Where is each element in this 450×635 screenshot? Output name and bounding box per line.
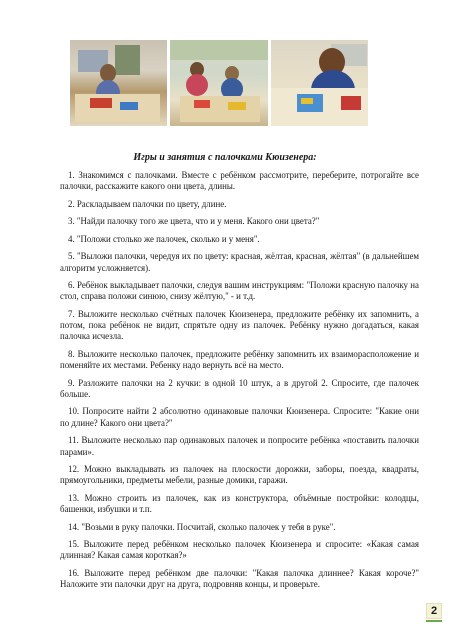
list-item: 14. "Возьми в руку палочки. Посчитай, сколько палочек у тебя в руке". [68,521,336,532]
list-item: 1. Знакомимся с палочками. Вместе с ребёнком рассмотрите, переберите, потрогайте все палочки, расскажите какого они цвета, длины. [60,170,419,192]
list-item: 16. Выложите перед ребёнком две палочки: "Какая палочка длиннее? Какая короче?" Наложите эти палочки друг на друга, подровняв концы, и проверьте. [60,567,419,590]
list-item: 9. Разложите палочки на 2 кучки: в одной 10 штук, а в другой 2. Спросите, где палочек больше. [60,377,419,399]
page-heading: Игры и занятия с палочками Кюизенера: [133,152,317,163]
photo-children-at-table-1 [70,40,167,126]
list-item: 11. Выложите несколько пар одинаковых палочек и попросите ребёнка «поставить палочки парами». [60,435,419,457]
games-list [60,170,419,597]
photo-children-at-table-2 [170,40,267,126]
list-item: 10. Попросите найти 2 абсолютно одинаковые палочки Кюизенера. Спросите: "Какие они по длине? Какого они цвета?" [60,406,419,428]
list-item: 6. Ребёнок выкладывает палочки, следуя вашим инструкциям: "Положи красную палочку на стол, справа положи синюю, снизу жёлтую," - и т.д. [60,280,419,302]
page-number: 2 [426,603,442,619]
page-number-underline [426,620,442,622]
list-item: 13. Можно строить из палочек, как из конструктора, объёмные постройки: колодцы, башенки, избушки и т.п. [60,492,419,515]
list-item: 12. Можно выкладывать из палочек на плоскости дорожки, заборы, поезда, квадраты, прямоугольники, предметы мебели, разные домики, гаражи. [60,464,419,486]
photo-boy-with-rods [271,40,368,126]
list-item: 3. "Найди палочку того же цвета, что и у меня. Какого они цвета?" [68,216,320,227]
list-item: 15. Выложите перед ребёнком несколько палочек Кюизенера и спросите: «Какая самая длинная? Какая самая короткая?» [60,539,419,561]
photo-strip [70,40,368,126]
list-item: 4. "Положи столько же палочек, сколько и у меня". [68,233,260,244]
list-item: 8. Выложите несколько палочек, предложите ребёнку запомнить их взаиморасположение и поменяйте их местами. Ребенку надо вернуть всё на место. [60,348,419,371]
list-item: 5. "Выложи палочки, чередуя их по цвету: красная, жёлтая, красная, жёлтая" (в дальнейшем алгоритм усложняется). [60,251,419,273]
list-item: 2. Раскладываем палочки по цвету, длине. [68,198,227,209]
list-item: 7. Выложите несколько счётных палочек Кюизенера, предложите ребёнку их запомнить, а потом, пока ребёнок не видит, спрятьте одну из палочек. Ребёнку нужно догадаться, какая палочка исчезла. [60,308,419,342]
